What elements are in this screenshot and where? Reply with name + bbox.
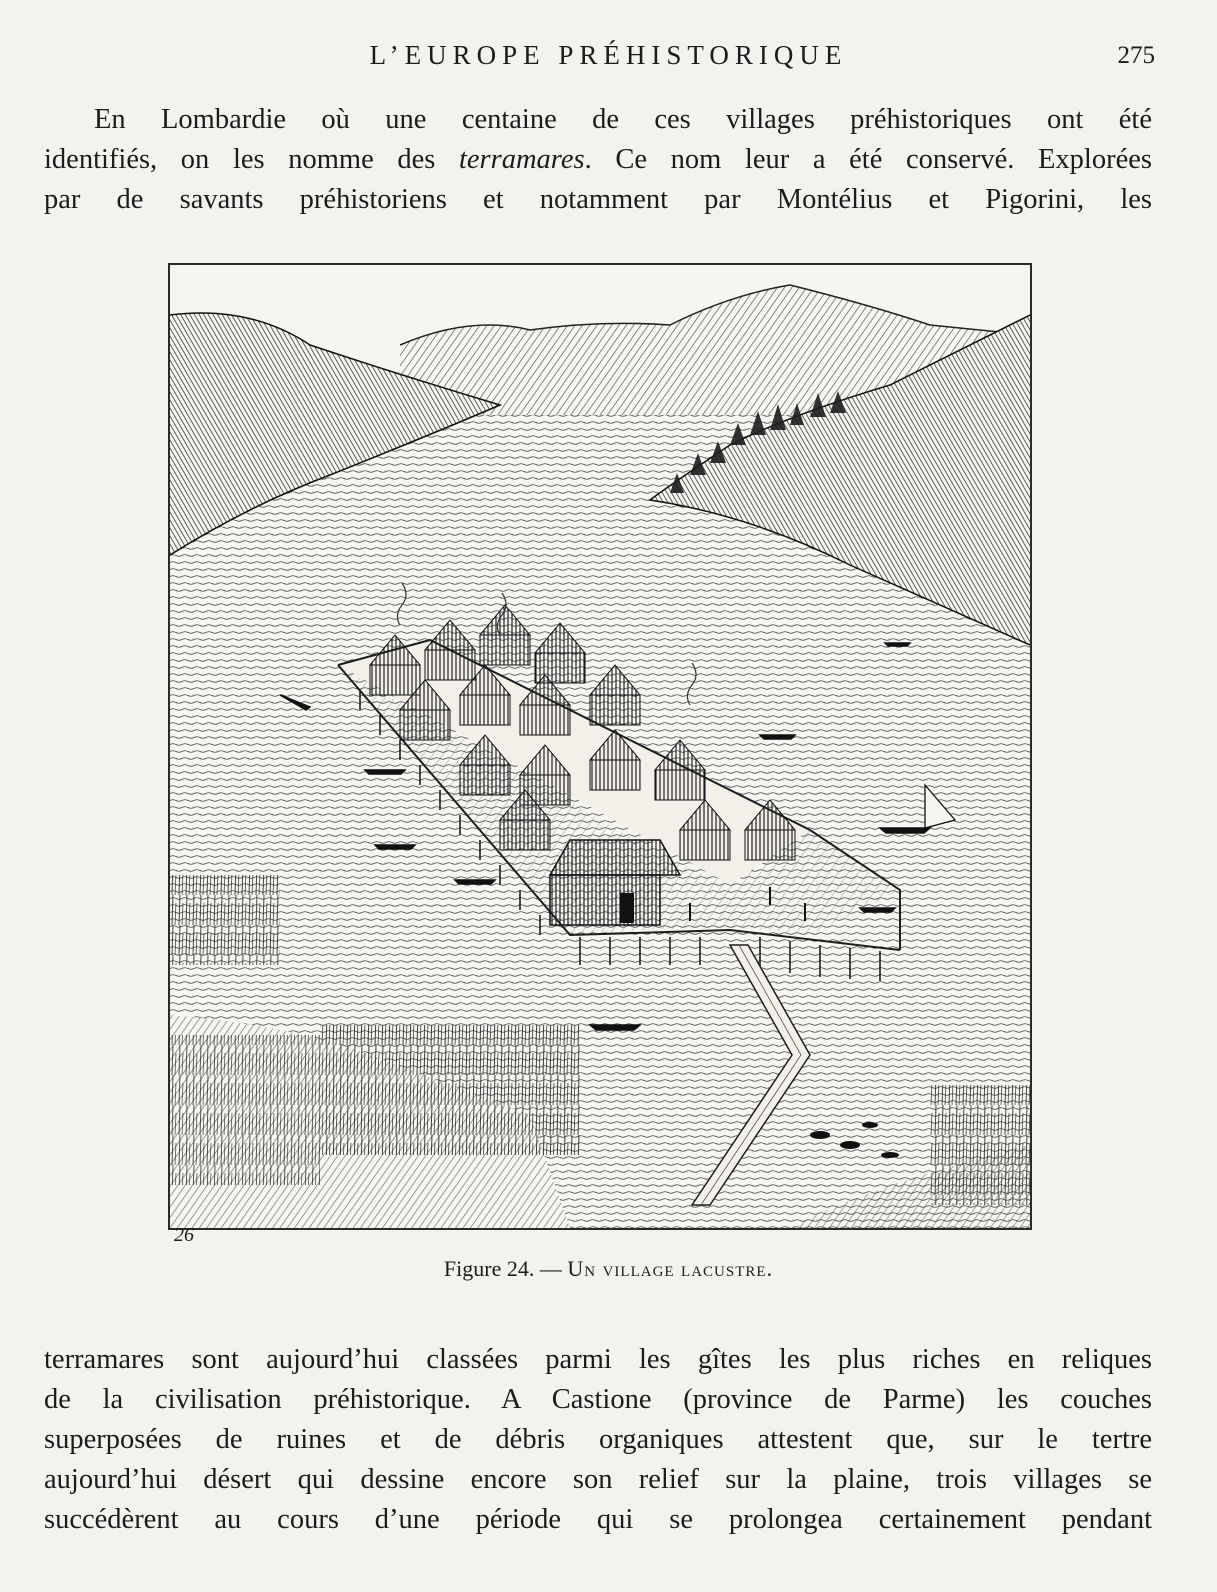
paragraph-bottom [44,1340,1152,1540]
figure-title: Un village lacustre. [567,1256,774,1281]
line-2-start: identifiés, on les nomme des [44,144,459,175]
line-2-end: . Ce nom leur a été conservé. Explorées [584,144,1152,175]
paragraph-top [44,100,1152,220]
running-title: L’EUROPE PRÉHISTORIQUE [369,40,848,70]
paragraph-bottom-line: succédèrent au cours d’une période qui se prolongea certainement pendant [44,1504,1152,1535]
paragraph-bottom-line: superposées de ruines et de débris organiques attestent que, sur le tertre [44,1424,1152,1455]
engraving-number-mark: 26 [174,1224,194,1246]
page-header [0,40,1217,80]
paragraph-bottom-line: aujourd’hui désert qui dessine encore son relief sur la plaine, trois villages se [44,1464,1152,1495]
lake-village-engraving [168,263,1032,1230]
italic-term: terramares [458,144,585,175]
paragraph-bottom-line: de la civilisation préhistorique. A Castione (province de Parme) les couches [44,1384,1152,1415]
paragraph-top-line-1: En Lombardie où une centaine de ces villages préhistoriques ont été [94,104,1152,135]
page-number: 275 [1117,42,1155,69]
figure-label: Figure 24. — [443,1256,568,1281]
paragraph-bottom-line: terramares sont aujourd’hui classées parmi les gîtes les plus riches en reliques [44,1344,1152,1375]
paragraph-top-line-2 [44,140,1152,180]
paragraph-top-line-3: par de savants préhistoriens et notamment par Montélius et Pigorini, les [44,184,1152,215]
figure-caption [0,1256,1217,1282]
engraving-illustration [170,265,1030,1228]
